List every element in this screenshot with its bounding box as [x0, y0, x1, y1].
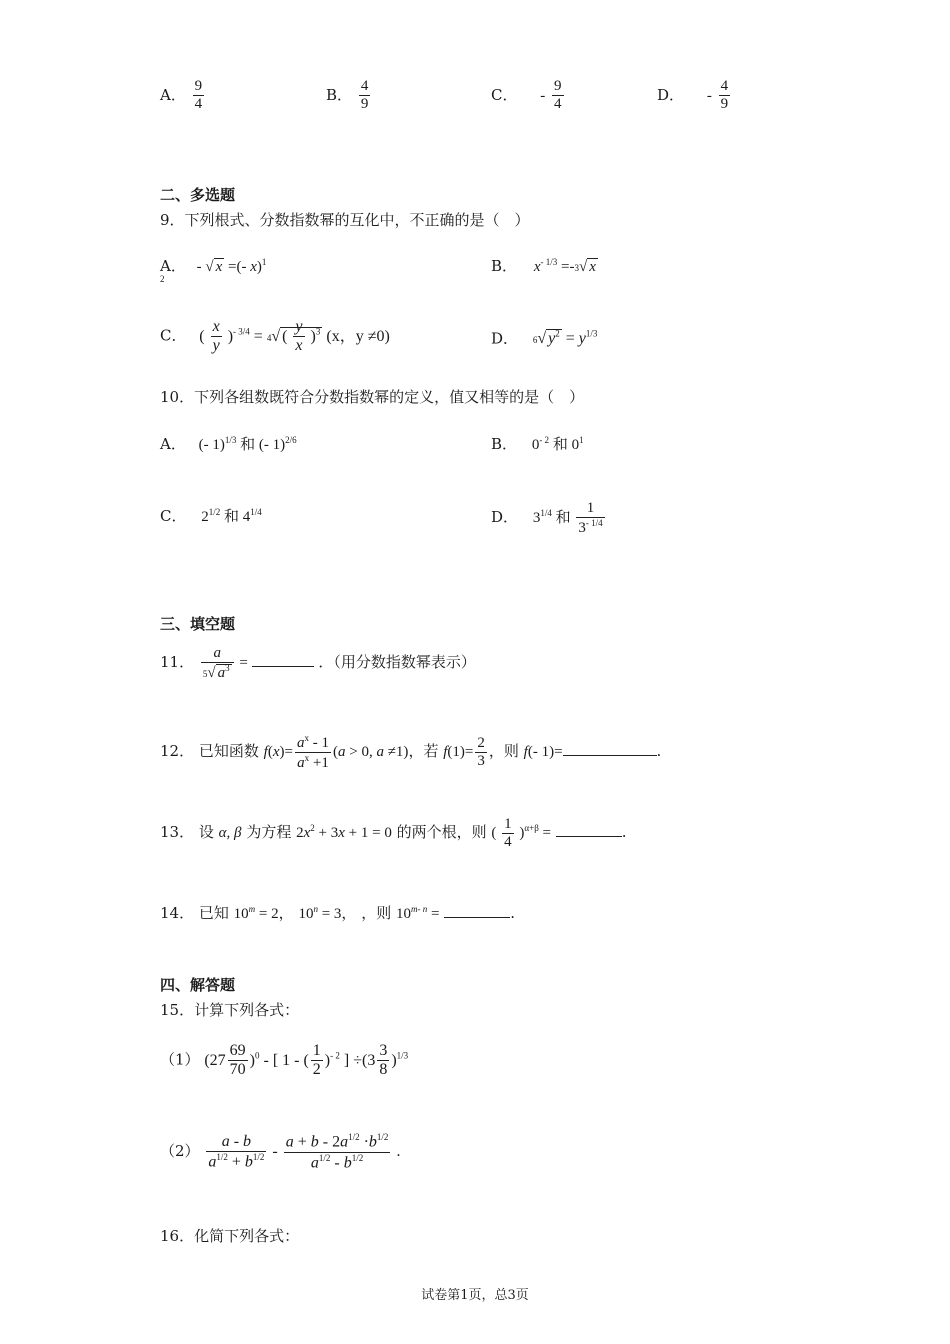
option-label: C． — [160, 326, 187, 345]
math-expression: (27 $\frac{69}{70}$ )$^0$ - [ 1 - ( $\frac{1}{2}$ )$^{- 2}$ ] ÷(3 $\frac{3}{8}$ )$^{1/3}$ — [204, 1042, 409, 1079]
numerator: 4 — [719, 78, 731, 96]
q11 — [160, 645, 476, 683]
question-number: 11． — [160, 653, 195, 672]
and-word: 和 — [555, 510, 571, 527]
numerator: 9 — [552, 78, 564, 96]
math-expression: $2x^2 + 3x + 1 = 0$ — [296, 823, 392, 842]
question-text: ， — [278, 904, 294, 922]
q15-stem: 15．计算下列各式： — [160, 1001, 300, 1019]
numerator: 9 — [193, 78, 205, 96]
hint-text: ．（用分数指数幂表示） — [318, 653, 476, 672]
option-label: B． — [491, 435, 518, 453]
math-expression: ( $\frac{x}{y}$ )$^{- 3/4}$ = 4√ ( $\frac{y}{x}$ )$^3$ (x，y ≠0) — [199, 318, 390, 355]
answer-blank[interactable] — [444, 905, 510, 918]
math-expression: $x^{- 1/3} =-3√$ x — [533, 257, 596, 275]
question-text: 的两个根，则 — [396, 823, 487, 842]
q10-stem: 10．下列各组数既符合分数指数幂的定义，值又相等的是（ ） — [160, 388, 585, 406]
denominator: 4 — [194, 96, 203, 113]
option-label: A． — [160, 257, 186, 275]
denominator: 4 — [554, 96, 562, 113]
page-footer: 试卷第1页，总3页 — [421, 1288, 529, 1303]
q8-option-d — [657, 78, 732, 114]
period: . — [621, 823, 627, 842]
math-expression: α, β — [218, 825, 242, 842]
period: . — [510, 904, 516, 922]
math-expression: $10^m = 2$ — [233, 904, 279, 922]
math-expression: $\frac{a - b}{a^{1/2} + b^{1/2}}$ - $\frac{a + b - 2a^{1/2} \cdot b^{1/2}}{a^{1/2} - b^{1/2}}$ . — [208, 1132, 401, 1172]
question-number: 13． — [160, 823, 195, 842]
math-expression: f(x)= $\frac{a^x - 1}{a^x +1}$ (a > 0, a ≠1) — [263, 733, 409, 772]
q8-option-c — [491, 78, 566, 114]
math-expression: $2^{1/2}$ 和 $4^{1/4}$ — [201, 507, 262, 525]
question-text: ， — [341, 904, 357, 922]
q9-option-c — [160, 318, 390, 356]
question-text: 设 — [198, 823, 214, 842]
option-label: D． — [491, 329, 519, 348]
option-label: C． — [491, 85, 518, 104]
q8-option-a — [160, 78, 206, 114]
q15-part1 — [160, 1042, 408, 1080]
period: . — [656, 742, 662, 761]
and-word: 和 — [552, 437, 568, 453]
section-title-fill-in: 三、填空题 — [160, 615, 236, 633]
q9-option-d — [491, 330, 597, 347]
option-label: B． — [326, 85, 353, 104]
q16-stem: 16．化简下列各式： — [160, 1227, 300, 1245]
option-label: D． — [491, 508, 519, 527]
and-word: 和 — [240, 437, 256, 453]
numerator: 4 — [359, 78, 371, 96]
part-label: （1） — [160, 1050, 200, 1069]
fraction — [193, 78, 205, 114]
question-number: 12． — [160, 742, 195, 761]
fraction — [719, 78, 731, 114]
q8-option-b — [326, 78, 372, 114]
q9-option-b — [491, 258, 598, 275]
section-title-multiple-choice: 二、多选题 — [160, 186, 236, 204]
math-expression: f(1)= $\frac{2}{3}$ — [443, 735, 485, 770]
answer-blank[interactable] — [563, 743, 657, 756]
q14 — [160, 905, 515, 922]
question-text: 已知 — [198, 904, 229, 922]
q10-option-a — [160, 436, 297, 453]
option-label: C． — [160, 507, 187, 525]
math-expression: $\frac{a}{5√ a^3}$ = — [202, 645, 252, 682]
math-expression: 6√ $y^2 = y^{1/3}$ — [532, 329, 598, 348]
math-expression: (- 1)$^{1/3}$ 和 (- 1)$^{2/6}$ — [198, 435, 297, 453]
answer-blank[interactable] — [556, 824, 622, 837]
math-expression: $0^{- 2}$ 和 $0^1$ — [531, 435, 584, 453]
q12 — [160, 733, 661, 773]
denominator: 9 — [360, 96, 369, 113]
question-text: ，若 — [408, 742, 439, 761]
question-text: ，则 — [488, 742, 519, 761]
minus-sign: - — [540, 87, 546, 104]
and-word: 和 — [224, 509, 240, 525]
part-label: （2） — [160, 1141, 200, 1160]
question-text: ，则 — [361, 904, 392, 922]
math-expression: $10^n = 3$ — [298, 904, 342, 922]
q10-option-c — [160, 508, 262, 525]
math-expression: $3^{1/4}$ 和 $\frac{1}{3^{- 1/4}}$ — [532, 500, 603, 537]
fraction — [359, 78, 371, 114]
denominator: 9 — [720, 96, 729, 113]
math-expression: ( $\frac{1}{4}$ )$^{\alpha+\beta}$ = — [491, 816, 552, 851]
q10-option-d — [491, 500, 607, 538]
q9-option-a — [160, 258, 266, 292]
option-label: A． — [160, 85, 186, 104]
math-expression: $10^{m- n}$ = — [396, 904, 440, 922]
option-label: D． — [657, 85, 685, 104]
option-label: B． — [491, 257, 518, 275]
minus-sign: - — [706, 87, 712, 104]
q13 — [160, 816, 627, 852]
math-expression: - √ x =(- x)$^{1 2}$ — [160, 257, 267, 284]
question-text: 已知函数 — [198, 742, 259, 761]
option-label: A． — [160, 435, 186, 453]
q15-part2 — [160, 1132, 400, 1172]
fraction — [552, 78, 564, 114]
math-expression: f(- 1)= — [523, 744, 563, 761]
question-text: 为方程 — [246, 823, 292, 842]
condition: (x，y ≠0) — [326, 327, 390, 345]
section-title-solutions: 四、解答题 — [160, 976, 236, 994]
question-number: 14． — [160, 904, 195, 922]
answer-blank[interactable] — [252, 654, 314, 667]
q10-option-b — [491, 436, 584, 453]
q9-stem: 9．下列根式、分数指数幂的互化中，不正确的是（ ） — [160, 211, 530, 229]
